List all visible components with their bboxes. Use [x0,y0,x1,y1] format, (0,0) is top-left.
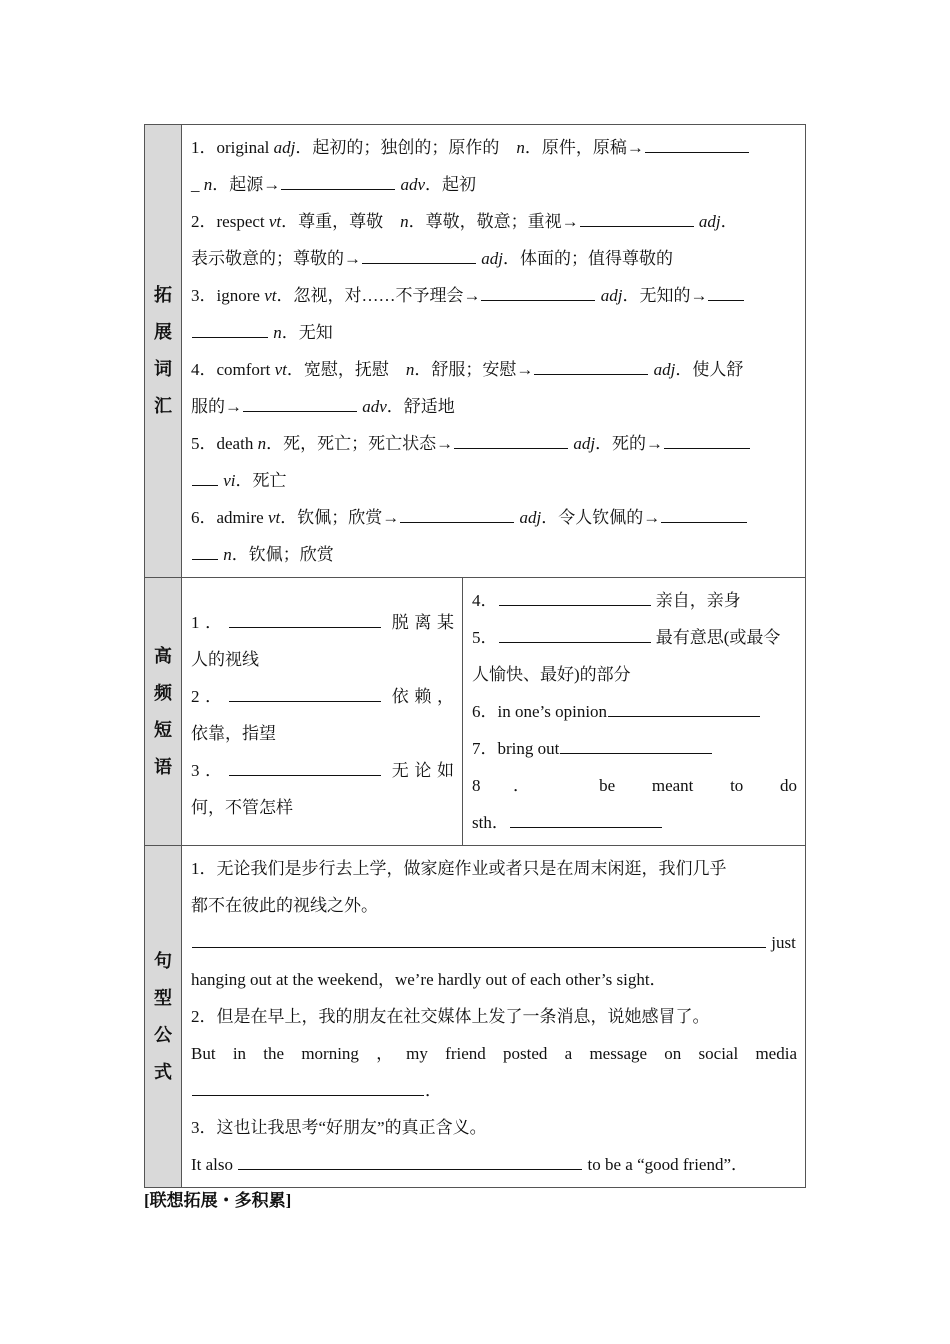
sentence-3-english: It also to be a “good friend”． [191,1155,749,1174]
phrases-right-column: 4． 亲自，亲身 5． 最有意思(或最令 人愉快、最好)的部分 6．in one’s opinion 7．bring out 8． be meant to do sth． [463,578,805,845]
answer-blank[interactable] [560,752,712,754]
sentence-2-english: But in the morning ，my friend posted a message on social media [191,1044,797,1063]
phrase-item-7: 7．bring out [472,730,797,767]
answer-blank[interactable] [192,484,218,486]
answer-blank[interactable] [362,262,476,264]
vocab-item-6: 6．admire vt．钦佩；欣赏→ adj．令人钦佩的→ [191,499,797,536]
sentences-side-label: 句 型 公 式 [145,846,182,1187]
phrase-item-5: 5． 最有意思(或最令 [472,628,781,647]
answer-blank[interactable] [192,946,766,948]
phrase-item-4: 4． 亲自，亲身 [472,591,741,610]
sentence-1-chinese: 1．无论我们是步行去上学，做家庭作业或者只是在周末闲逛，我们几乎 [191,859,727,878]
sentences-section [145,846,805,1187]
phrases-section [145,578,805,846]
answer-blank[interactable] [661,521,747,523]
answer-blank[interactable] [580,225,694,227]
answer-blank[interactable] [192,1094,424,1096]
answer-blank[interactable] [645,151,749,153]
answer-blank[interactable] [229,700,381,702]
vocab-item-3: 3．ignore vt．忽视，对……不予理会→ adj．无知的→ [191,277,797,314]
answer-blank[interactable] [400,521,514,523]
vocab-item-4: 4．comfort vt．宽慰，抚慰 n．舒服；安慰→ adj．使人舒 [191,360,744,379]
phrases-side-label: 高 频 短 语 [145,578,182,845]
answer-blank[interactable] [534,373,648,375]
sentences-body: 1．无论我们是步行去上学，做家庭作业或者只是在周末闲逛，我们几乎 都不在彼此的视线之外。 just hanging out at the weekend，we’re hardly out of each other’s sight． 2．但是在早上，我的朋友在社交媒体上发了一条消息，说她感冒了。 But in the morning ，my friend posted a message on social media ． 3．这也让我思考“好朋友”的真正含义。 It also to be a “good friend”． [182,846,805,1187]
answer-blank[interactable] [238,1168,582,1170]
phrase-item-6: 6．in one’s opinion [472,693,797,730]
sentence-3-chinese: 3．这也让我思考“好朋友”的真正含义。 [191,1118,487,1137]
vocab-body: 1．original adj．起初的；独创的；原作的 n．原件，原稿→ _ n．起源→ adv．起初 2．respect vt．尊重，尊敬 n．尊敬，敬意；重视→ adj． 表示敬意的；尊敬的→ adj．体面的；值得尊敬的 3．ignore vt．忽视，对……不予理会→ adj．无知的→ n．无知 4．comfort vt．宽慰，抚慰 n．舒服；安慰→ adj．使人舒 服的→ adv．舒适地 5．death n．死，死亡；死亡状态→ adj．死的→ vi．死亡 6．admire vt．钦佩；欣赏→ adj．令人钦佩的→ n．钦佩；欣赏 [182,125,805,577]
answer-blank[interactable] [499,604,651,606]
answer-blank[interactable] [499,641,651,643]
phrases-left-column: 1． 脱离某 人的视线 2． 依赖， 依靠，指望 3． 无论如 何，不管怎样 [182,578,463,845]
section-footer-label: [联想拓展・多积累] [144,1191,292,1210]
answer-blank[interactable] [229,774,381,776]
sentence-2-chinese: 2．但是在早上，我的朋友在社交媒体上发了一条消息，说她感冒了。 [191,1007,710,1026]
answer-blank[interactable] [510,826,662,828]
vocab-section [145,125,805,578]
phrase-item-1: 1． 脱离某 [191,613,455,632]
answer-blank[interactable] [229,626,381,628]
answer-blank[interactable] [192,558,218,560]
sentence-1-english: just [191,924,797,961]
worksheet-table [144,124,806,1188]
phrase-item-2: 2． 依赖， [191,687,455,706]
answer-blank[interactable] [608,715,760,717]
answer-blank[interactable] [454,447,568,449]
answer-blank[interactable] [481,299,595,301]
vocab-item-1: 1．original adj．起初的；独创的；原作的 n．原件，原稿→ [191,129,797,166]
vocab-side-label: 拓 展 词 汇 [145,125,182,577]
answer-blank[interactable] [664,447,750,449]
vocab-item-5: 5．death n．死，死亡；死亡状态→ adj．死的→ [191,425,797,462]
answer-blank[interactable] [192,336,268,338]
phrase-item-3: 3． 无论如 [191,761,455,780]
answer-blank[interactable] [708,299,744,301]
answer-blank[interactable] [243,410,357,412]
answer-blank[interactable] [281,188,395,190]
phrase-item-8: 8． be meant to do [472,776,798,795]
vocab-item-2: 2．respect vt．尊重，尊敬 n．尊敬，敬意；重视→ adj． [191,212,738,231]
